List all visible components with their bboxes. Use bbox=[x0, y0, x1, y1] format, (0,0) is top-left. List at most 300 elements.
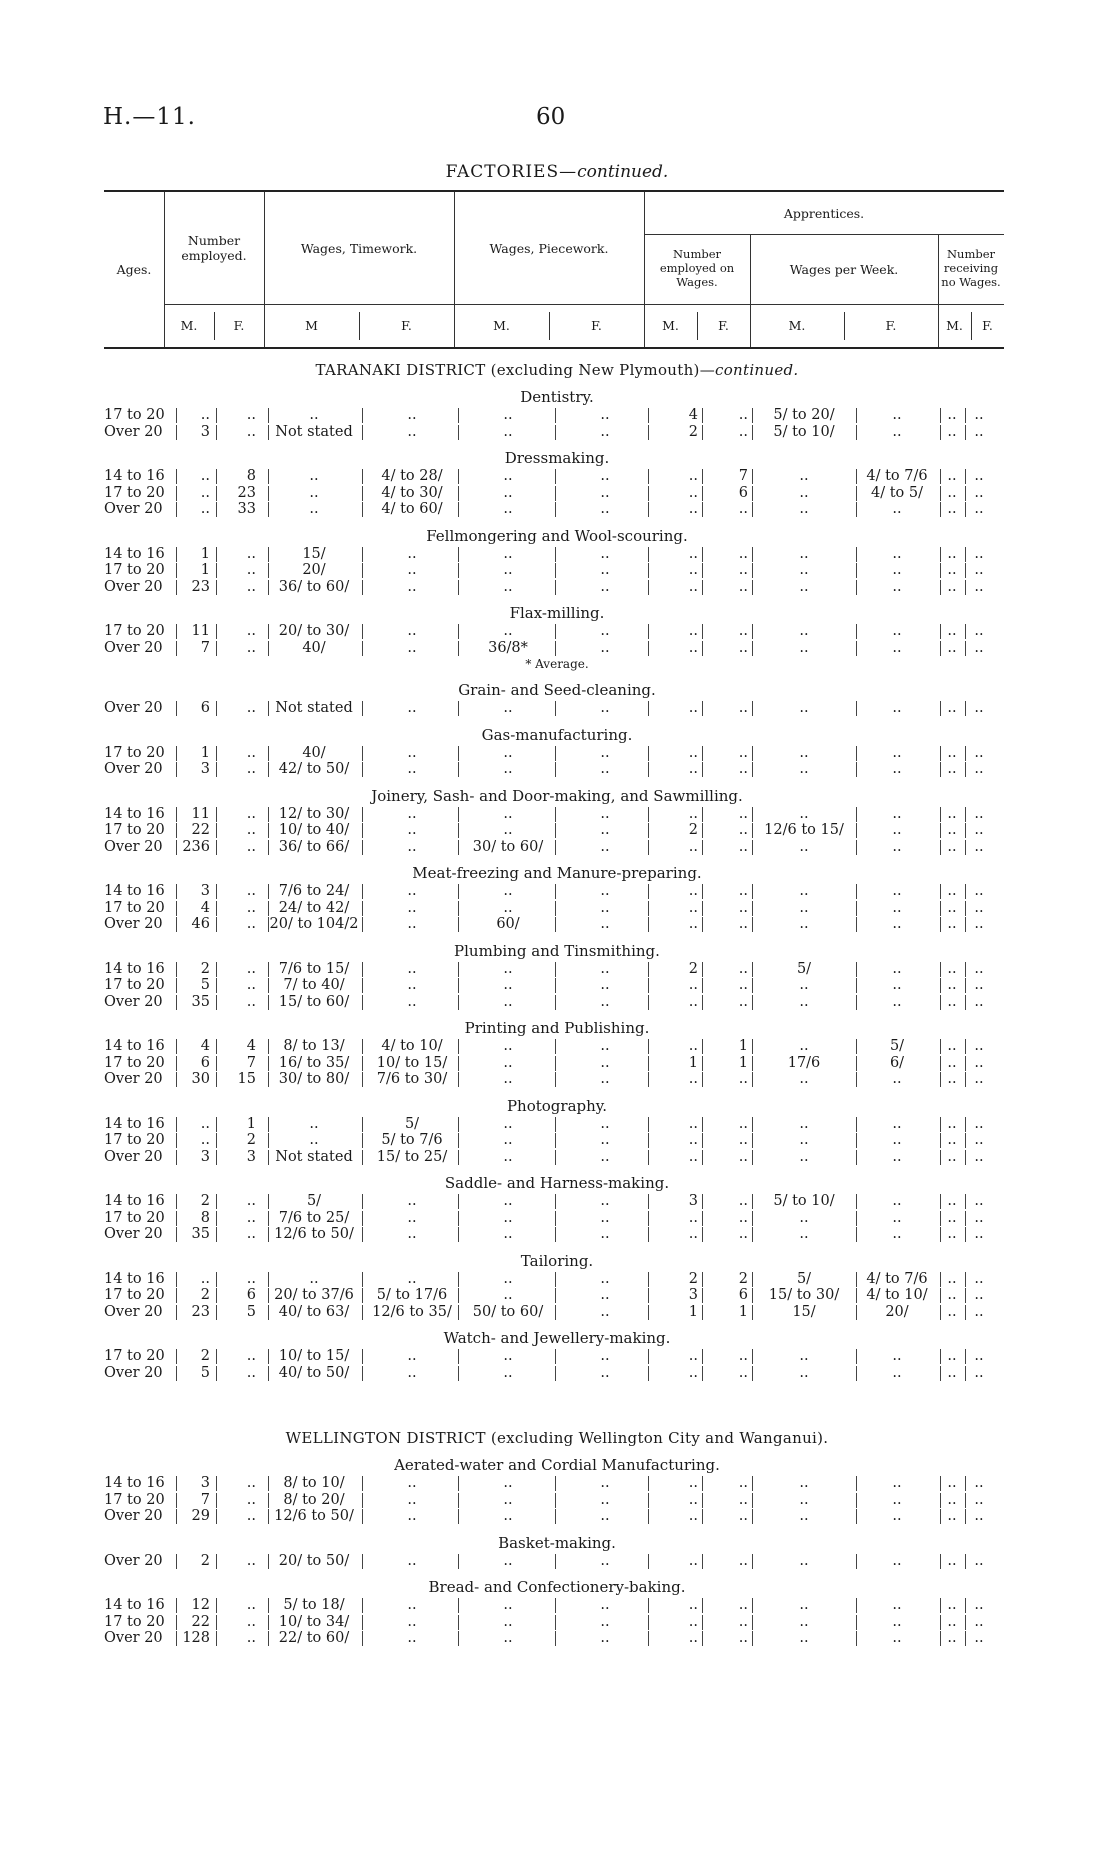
table-row bbox=[0, 1597, 1114, 1614]
cell-apprentice-wages-f: .. bbox=[892, 407, 902, 423]
column-rule bbox=[856, 624, 857, 639]
cell-no-wages-m: .. bbox=[947, 1071, 957, 1087]
cell-piecework-f: .. bbox=[600, 744, 610, 761]
column-rule bbox=[702, 1476, 703, 1491]
cell-apprentice-wages-f: .. bbox=[892, 960, 902, 977]
column-rule bbox=[965, 917, 966, 932]
column-rule bbox=[702, 840, 703, 855]
cell-no-wages-m: .. bbox=[947, 838, 957, 855]
cell-employed-m: 11 bbox=[191, 805, 210, 822]
header-apprentices: Apprentices. bbox=[783, 205, 865, 221]
column-rule bbox=[216, 917, 217, 932]
cell-employed-m: .. bbox=[200, 1115, 210, 1132]
column-rule bbox=[856, 746, 857, 761]
cell-apprentice-wages-f: .. bbox=[892, 1132, 902, 1148]
cell-timework-f: .. bbox=[407, 1630, 417, 1646]
column-rule bbox=[940, 1056, 941, 1071]
cell-apprentice-wages-m: .. bbox=[799, 1071, 809, 1087]
cell-timework-m: 20/ to 30/ bbox=[278, 623, 350, 639]
column-rule bbox=[702, 1493, 703, 1508]
column-rule bbox=[856, 563, 857, 578]
column-rule bbox=[856, 962, 857, 977]
cell-age: 17 to 20 bbox=[104, 1054, 165, 1071]
cell-apprentice-wages-f: .. bbox=[892, 1209, 902, 1226]
cell-piecework-m: .. bbox=[503, 501, 513, 517]
column-rule bbox=[965, 1133, 966, 1148]
cell-piecework-f: .. bbox=[600, 1209, 610, 1226]
column-rule bbox=[856, 1227, 857, 1242]
industry-group bbox=[0, 385, 1114, 440]
column-rule bbox=[702, 1133, 703, 1148]
header-divider bbox=[264, 192, 265, 347]
cell-employed-m: 2 bbox=[200, 1193, 210, 1209]
industry-heading: Grain- and Seed-cleaning. bbox=[458, 681, 656, 699]
cell-no-wages-m: .. bbox=[947, 977, 957, 993]
column-rule bbox=[940, 995, 941, 1010]
column-rule bbox=[856, 884, 857, 899]
table-row bbox=[0, 806, 1114, 823]
cell-employed-m: 7 bbox=[200, 1491, 210, 1508]
column-rule bbox=[856, 425, 857, 440]
cell-timework-f: .. bbox=[407, 623, 417, 639]
cell-no-wages-f: .. bbox=[974, 993, 984, 1010]
table-row bbox=[0, 1149, 1114, 1166]
table-row bbox=[0, 900, 1114, 917]
column-rule bbox=[965, 1072, 966, 1087]
column-rule bbox=[965, 641, 966, 656]
cell-age: 17 to 20 bbox=[104, 562, 165, 578]
column-rule bbox=[965, 580, 966, 595]
column-rule bbox=[702, 1509, 703, 1524]
column-rule bbox=[965, 978, 966, 993]
cell-piecework-m: 30/ to 60/ bbox=[472, 838, 544, 855]
column-rule bbox=[856, 823, 857, 838]
cell-apprentice-number-f: .. bbox=[738, 761, 748, 777]
column-rule bbox=[940, 1631, 941, 1646]
column-rule bbox=[940, 1211, 941, 1226]
cell-timework-f: .. bbox=[407, 700, 417, 716]
cell-employed-m: 22 bbox=[191, 1613, 210, 1630]
cell-piecework-f: .. bbox=[600, 993, 610, 1010]
table-title bbox=[0, 162, 1114, 182]
cell-piecework-f: .. bbox=[600, 468, 610, 484]
column-rule bbox=[856, 502, 857, 517]
table-row bbox=[0, 1271, 1114, 1288]
cell-timework-f: 12/6 to 35/ bbox=[372, 1303, 452, 1320]
column-rule bbox=[965, 1039, 966, 1054]
cell-no-wages-m: .. bbox=[947, 899, 957, 916]
cell-no-wages-m: .. bbox=[947, 960, 957, 977]
cell-timework-f: .. bbox=[407, 1226, 417, 1242]
cell-piecework-f: .. bbox=[600, 1552, 610, 1569]
cell-age: Over 20 bbox=[104, 1148, 163, 1165]
column-rule bbox=[216, 486, 217, 501]
cell-no-wages-f: .. bbox=[974, 822, 984, 838]
cell-apprentice-number-m: .. bbox=[688, 883, 698, 899]
column-rule bbox=[965, 701, 966, 716]
cell-no-wages-f: .. bbox=[974, 1209, 984, 1226]
cell-no-wages-m: .. bbox=[947, 501, 957, 517]
cell-employed-m: 2 bbox=[200, 1348, 210, 1364]
cell-employed-m: 3 bbox=[200, 761, 210, 777]
cell-no-wages-m: .. bbox=[947, 822, 957, 838]
cell-apprentice-number-f: 1 bbox=[738, 1054, 748, 1071]
cell-timework-m: 7/ to 40/ bbox=[283, 977, 345, 993]
cell-no-wages-f: .. bbox=[974, 407, 984, 423]
cell-apprentice-number-f: .. bbox=[738, 1491, 748, 1508]
industry-heading: Watch- and Jewellery-making. bbox=[443, 1329, 671, 1347]
column-rule bbox=[702, 1272, 703, 1287]
cell-timework-f: .. bbox=[407, 407, 417, 423]
cell-apprentice-number-m: 2 bbox=[688, 1270, 698, 1287]
cell-apprentice-wages-f: 4/ to 7/6 bbox=[866, 1270, 928, 1287]
cell-employed-m: 35 bbox=[191, 993, 210, 1010]
cell-apprentice-number-f: 1 bbox=[738, 1303, 748, 1320]
cell-apprentice-wages-m: .. bbox=[799, 639, 809, 656]
cell-apprentice-wages-m: .. bbox=[799, 1613, 809, 1630]
cell-no-wages-m: .. bbox=[947, 468, 957, 484]
cell-apprentice-wages-f: .. bbox=[892, 805, 902, 822]
column-rule bbox=[702, 995, 703, 1010]
cell-timework-f: 4/ to 28/ bbox=[381, 468, 443, 484]
column-rule bbox=[965, 1366, 966, 1381]
cell-piecework-m: .. bbox=[503, 1491, 513, 1508]
cell-employed-f: .. bbox=[246, 1613, 256, 1630]
header-divider bbox=[971, 312, 972, 340]
cell-piecework-m: .. bbox=[503, 1348, 513, 1364]
cell-apprentice-number-m: 1 bbox=[688, 1303, 698, 1320]
cell-employed-f: .. bbox=[246, 883, 256, 899]
cell-timework-f: .. bbox=[407, 1270, 417, 1287]
cell-age: 17 to 20 bbox=[104, 744, 165, 761]
cell-apprentice-wages-m: .. bbox=[799, 1475, 809, 1491]
cell-no-wages-f: .. bbox=[974, 977, 984, 993]
cell-apprentice-wages-m: .. bbox=[799, 700, 809, 716]
cell-age: Over 20 bbox=[104, 761, 163, 777]
cell-apprentice-wages-f: 4/ to 7/6 bbox=[866, 468, 928, 484]
cell-apprentice-number-f: 6 bbox=[738, 484, 748, 501]
cell-age: Over 20 bbox=[104, 1226, 163, 1242]
industry-group bbox=[0, 1326, 1114, 1381]
cell-no-wages-f: .. bbox=[974, 805, 984, 822]
column-rule bbox=[940, 469, 941, 484]
column-rule bbox=[940, 1194, 941, 1209]
cell-apprentice-number-f: .. bbox=[738, 993, 748, 1010]
cell-apprentice-number-f: .. bbox=[738, 805, 748, 822]
cell-apprentice-wages-m: .. bbox=[799, 1597, 809, 1613]
cell-timework-f: 7/6 to 30/ bbox=[376, 1071, 448, 1087]
cell-piecework-f: .. bbox=[600, 423, 610, 440]
cell-apprentice-number-m: 3 bbox=[688, 1287, 698, 1303]
cell-employed-m: 2 bbox=[200, 1552, 210, 1569]
cell-employed-f: .. bbox=[246, 744, 256, 761]
header-divider bbox=[750, 234, 751, 347]
cell-no-wages-f: .. bbox=[974, 1491, 984, 1508]
cell-apprentice-wages-m: .. bbox=[799, 1115, 809, 1132]
column-rule bbox=[856, 1056, 857, 1071]
column-rule bbox=[940, 701, 941, 716]
column-rule bbox=[940, 807, 941, 822]
column-rule bbox=[702, 641, 703, 656]
cell-apprentice-number-f: .. bbox=[738, 1071, 748, 1087]
cell-age: 17 to 20 bbox=[104, 623, 165, 639]
cell-timework-m: 10/ to 34/ bbox=[278, 1613, 350, 1630]
cell-apprentice-number-m: .. bbox=[688, 761, 698, 777]
cell-piecework-f: .. bbox=[600, 1115, 610, 1132]
column-rule bbox=[965, 746, 966, 761]
cell-no-wages-f: .. bbox=[974, 545, 984, 562]
cell-timework-m: 8/ to 20/ bbox=[283, 1491, 345, 1508]
column-rule bbox=[702, 469, 703, 484]
header-app-number-m: M. bbox=[662, 318, 679, 333]
cell-no-wages-f: .. bbox=[974, 1287, 984, 1303]
industry-heading: Plumbing and Tinsmithing. bbox=[454, 941, 660, 960]
column-rule bbox=[216, 425, 217, 440]
table-title-continued: continued. bbox=[577, 162, 669, 182]
column-rule bbox=[702, 1072, 703, 1087]
header-piecework-m: M. bbox=[493, 318, 510, 333]
cell-no-wages-f: .. bbox=[974, 468, 984, 484]
column-rule bbox=[702, 701, 703, 716]
cell-no-wages-m: .. bbox=[947, 545, 957, 562]
cell-piecework-f: .. bbox=[600, 700, 610, 716]
column-rule bbox=[940, 563, 941, 578]
industry-heading: Basket-making. bbox=[498, 1533, 616, 1552]
column-rule bbox=[216, 1476, 217, 1491]
header-apprentices-no-wages: Number receiving no Wages. bbox=[941, 247, 1001, 289]
column-rule bbox=[940, 917, 941, 932]
cell-timework-m: .. bbox=[309, 407, 319, 423]
cell-timework-m: 40/ bbox=[302, 744, 326, 761]
cell-age: 17 to 20 bbox=[104, 1287, 165, 1303]
industry-group bbox=[0, 1531, 1114, 1570]
cell-apprentice-wages-f: 20/ bbox=[885, 1303, 909, 1320]
cell-no-wages-m: .. bbox=[947, 1148, 957, 1165]
cell-timework-m: 40/ to 63/ bbox=[278, 1303, 350, 1320]
column-rule bbox=[702, 978, 703, 993]
cell-apprentice-number-f: 6 bbox=[738, 1287, 748, 1303]
cell-apprentice-wages-f: .. bbox=[892, 744, 902, 761]
table-row bbox=[0, 1365, 1114, 1382]
table-row bbox=[0, 1475, 1114, 1492]
column-rule bbox=[965, 1554, 966, 1569]
column-rule bbox=[940, 641, 941, 656]
cell-timework-f: 5/ to 17/6 bbox=[376, 1287, 448, 1303]
cell-piecework-f: .. bbox=[600, 1303, 610, 1320]
district-heading bbox=[0, 1423, 1114, 1453]
column-rule bbox=[702, 624, 703, 639]
cell-no-wages-m: .. bbox=[947, 1209, 957, 1226]
cell-timework-m: 5/ to 18/ bbox=[283, 1597, 345, 1613]
column-rule bbox=[940, 746, 941, 761]
cell-no-wages-m: .. bbox=[947, 1630, 957, 1646]
cell-apprentice-wages-m: 15/ to 30/ bbox=[768, 1287, 840, 1303]
table-row bbox=[0, 1508, 1114, 1525]
cell-piecework-m: .. bbox=[503, 1270, 513, 1287]
industry-heading: Bread- and Confectionery-baking. bbox=[428, 1578, 686, 1596]
column-rule bbox=[216, 1615, 217, 1630]
cell-apprentice-wages-f: .. bbox=[892, 838, 902, 855]
column-rule bbox=[965, 807, 966, 822]
cell-piecework-m: .. bbox=[503, 407, 513, 423]
cell-timework-f: .. bbox=[407, 639, 417, 656]
cell-timework-m: 8/ to 13/ bbox=[283, 1038, 345, 1054]
column-rule bbox=[940, 1039, 941, 1054]
column-rule bbox=[856, 641, 857, 656]
cell-piecework-f: .. bbox=[600, 407, 610, 423]
cell-piecework-m: .. bbox=[503, 822, 513, 838]
column-rule bbox=[216, 641, 217, 656]
cell-apprentice-number-f: .. bbox=[738, 1552, 748, 1569]
column-rule bbox=[216, 502, 217, 517]
cell-piecework-f: .. bbox=[600, 545, 610, 562]
cell-timework-f: .. bbox=[407, 1348, 417, 1364]
column-rule bbox=[216, 547, 217, 562]
header-divider bbox=[214, 312, 215, 340]
header-divider bbox=[697, 312, 698, 340]
cell-no-wages-f: .. bbox=[974, 1508, 984, 1524]
cell-apprentice-number-m: .. bbox=[688, 1148, 698, 1165]
cell-apprentice-number-f: .. bbox=[738, 545, 748, 562]
column-rule bbox=[965, 408, 966, 423]
column-rule bbox=[965, 1150, 966, 1165]
table-row bbox=[0, 1210, 1114, 1227]
column-rule bbox=[856, 469, 857, 484]
cell-no-wages-f: .. bbox=[974, 578, 984, 595]
cell-apprentice-number-f: .. bbox=[738, 1475, 748, 1491]
cell-employed-f: 7 bbox=[246, 1054, 256, 1071]
cell-employed-f: 33 bbox=[237, 501, 256, 517]
column-rule bbox=[702, 408, 703, 423]
column-rule bbox=[940, 884, 941, 899]
cell-age: 14 to 16 bbox=[104, 1038, 165, 1054]
column-rule bbox=[856, 978, 857, 993]
header-wages-piecework: Wages, Piecework. bbox=[489, 240, 609, 256]
cell-employed-f: .. bbox=[246, 1552, 256, 1569]
header-app-nowages-m: M. bbox=[946, 318, 963, 333]
cell-piecework-f: .. bbox=[600, 1226, 610, 1242]
column-rule bbox=[216, 978, 217, 993]
cell-apprentice-number-f: .. bbox=[738, 916, 748, 932]
cell-piecework-f: .. bbox=[600, 916, 610, 932]
cell-age: 14 to 16 bbox=[104, 545, 165, 562]
column-rule bbox=[856, 1211, 857, 1226]
district-name: TARANAKI DISTRICT (excluding New Plymouth)— bbox=[315, 361, 715, 379]
column-rule bbox=[856, 1133, 857, 1148]
cell-employed-f: 4 bbox=[246, 1038, 256, 1054]
cell-timework-m: 16/ to 35/ bbox=[278, 1054, 350, 1071]
column-rule bbox=[856, 1072, 857, 1087]
cell-apprentice-wages-m: 15/ bbox=[792, 1303, 816, 1320]
cell-employed-f: .. bbox=[246, 1508, 256, 1524]
cell-age: Over 20 bbox=[104, 423, 163, 440]
column-rule bbox=[856, 807, 857, 822]
cell-timework-f: .. bbox=[407, 805, 417, 822]
cell-employed-m: 29 bbox=[191, 1508, 210, 1524]
cell-timework-f: .. bbox=[407, 562, 417, 578]
cell-employed-m: 1 bbox=[200, 545, 210, 562]
column-rule bbox=[216, 1194, 217, 1209]
cell-timework-m: 8/ to 10/ bbox=[283, 1475, 345, 1491]
cell-piecework-f: .. bbox=[600, 822, 610, 838]
column-rule bbox=[702, 1194, 703, 1209]
cell-employed-m: 2 bbox=[200, 1287, 210, 1303]
cell-timework-f: 10/ to 15/ bbox=[376, 1054, 448, 1071]
cell-apprentice-number-m: .. bbox=[688, 484, 698, 501]
cell-apprentice-number-m: .. bbox=[688, 501, 698, 517]
table-row bbox=[0, 623, 1114, 640]
column-rule bbox=[216, 1366, 217, 1381]
cell-no-wages-f: .. bbox=[974, 1552, 984, 1569]
column-rule bbox=[965, 547, 966, 562]
table-row bbox=[0, 640, 1114, 657]
cell-employed-m: 3 bbox=[200, 883, 210, 899]
cell-employed-f: .. bbox=[246, 899, 256, 916]
cell-apprentice-wages-m: 5/ bbox=[796, 1270, 812, 1287]
column-rule bbox=[216, 469, 217, 484]
cell-no-wages-f: .. bbox=[974, 639, 984, 656]
header-divider bbox=[938, 234, 939, 347]
cell-employed-m: 5 bbox=[200, 977, 210, 993]
cell-no-wages-m: .. bbox=[947, 1115, 957, 1132]
column-rule bbox=[216, 1554, 217, 1569]
cell-no-wages-f: .. bbox=[974, 838, 984, 855]
cell-timework-m: 20/ bbox=[302, 562, 326, 578]
cell-piecework-m: 60/ bbox=[496, 916, 520, 932]
cell-employed-m: .. bbox=[200, 468, 210, 484]
cell-apprentice-wages-f: .. bbox=[892, 822, 902, 838]
cell-piecework-m: .. bbox=[503, 761, 513, 777]
cell-apprentice-number-f: .. bbox=[738, 883, 748, 899]
cell-piecework-m: .. bbox=[503, 1508, 513, 1524]
cell-employed-m: 3 bbox=[200, 1148, 210, 1165]
cell-apprentice-number-f: .. bbox=[738, 1364, 748, 1381]
column-rule bbox=[940, 486, 941, 501]
column-rule bbox=[965, 1476, 966, 1491]
cell-piecework-f: .. bbox=[600, 1508, 610, 1524]
cell-employed-m: 11 bbox=[191, 623, 210, 639]
column-rule bbox=[940, 1150, 941, 1165]
header-number-employed: Number employed. bbox=[181, 233, 247, 263]
column-rule bbox=[702, 884, 703, 899]
cell-employed-f: 3 bbox=[246, 1148, 256, 1165]
cell-employed-m: 6 bbox=[200, 1054, 210, 1071]
industry-group bbox=[0, 446, 1114, 518]
column-rule bbox=[702, 1227, 703, 1242]
cell-timework-f: .. bbox=[407, 1193, 417, 1209]
column-rule bbox=[965, 1194, 966, 1209]
cell-piecework-m: .. bbox=[503, 1552, 513, 1569]
table-row bbox=[0, 1038, 1114, 1055]
cell-no-wages-m: .. bbox=[947, 1508, 957, 1524]
cell-employed-m: 12 bbox=[191, 1597, 210, 1613]
column-rule bbox=[702, 823, 703, 838]
cell-no-wages-f: .. bbox=[974, 1071, 984, 1087]
column-rule bbox=[216, 884, 217, 899]
cell-apprentice-wages-m: .. bbox=[799, 883, 809, 899]
column-rule bbox=[216, 1272, 217, 1287]
cell-timework-f: 15/ to 25/ bbox=[376, 1148, 448, 1165]
table-row bbox=[0, 546, 1114, 563]
cell-employed-m: 5 bbox=[200, 1364, 210, 1381]
cell-no-wages-m: .. bbox=[947, 1491, 957, 1508]
column-rule bbox=[216, 563, 217, 578]
column-rule bbox=[965, 762, 966, 777]
cell-employed-f: .. bbox=[246, 700, 256, 716]
column-rule bbox=[940, 502, 941, 517]
industry-heading: Saddle- and Harness-making. bbox=[444, 1174, 670, 1192]
cell-age: 17 to 20 bbox=[104, 1209, 165, 1226]
